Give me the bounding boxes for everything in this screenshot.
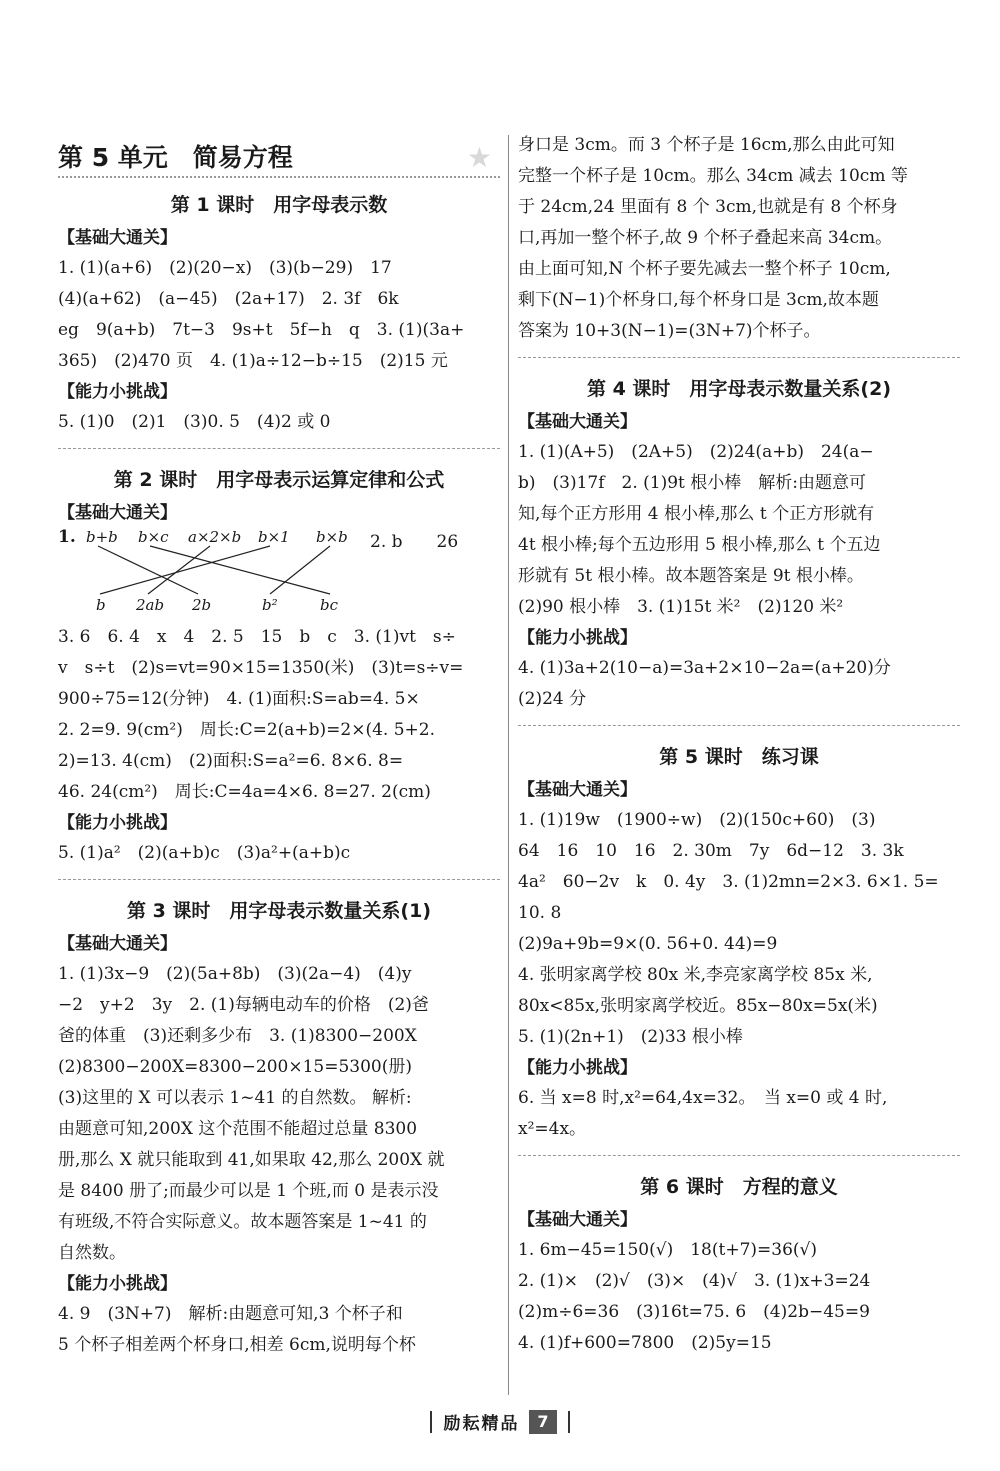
answer-line: 5. (1)a² (2)(a+b)c (3)a²+(a+b)c [58,843,351,863]
match-top-item: b×c [138,528,169,546]
answer-line: v s÷t (2)s=vt=90×15=1350(米) (3)t=s÷v= [58,658,464,678]
answer-line: 形就有 5t 根小棒。故本题答案是 9t 根小棒。 [518,566,864,586]
answer-line: 10. 8 [518,903,562,923]
answer-line: 由上面可知,N 个杯子要先减去一整个杯子 10cm, [518,259,891,279]
answer-line: 4a² 60−2v k 0. 4y 3. (1)2mn=2×3. 6×1. 5= [518,872,939,892]
footer-bar-left [430,1411,432,1433]
answer-line: 900÷75=12(分钟) 4. (1)面积:S=ab=4. 5× [58,689,420,709]
answer-line: 80x<85x,张明家离学校近。85x−80x=5x(米) [518,996,878,1016]
section-basic: 【基础大通关】 [58,503,177,523]
section-separator [518,1155,960,1156]
lesson-title: 第 4 课时 用字母表示数量关系(2) [586,378,892,400]
section-separator [518,725,960,726]
match-bottom-item: bc [320,596,339,614]
right-column [518,130,960,1359]
question-number: 1. [58,527,76,547]
answer-line: 3. 6 6. 4 x 4 2. 5 15 b c 3. (1)vt s÷ [58,627,456,647]
section-challenge: 【能力小挑战】 [58,813,177,833]
lesson-5 [518,742,960,1145]
section-separator [518,357,960,358]
match-bottom-item: 2ab [136,596,165,614]
answer-line: (2)90 根小棒 3. (1)15t 米² (2)120 米² [518,597,844,617]
answer-line: 1. (1)(a+6) (2)(20−x) (3)(b−29) 17 [58,258,392,278]
lesson-2 [58,465,500,869]
match-bottom-item: b [96,596,106,614]
section-basic: 【基础大通关】 [518,412,637,432]
section-challenge: 【能力小挑战】 [518,1058,637,1078]
answer-line: (4)(a+62) (a−45) (2a+17) 2. 3f 6k [58,289,399,309]
answer-line: b) (3)17f 2. (1)9t 根小棒 解析:由题意可 [518,473,867,493]
answer-line: 剩下(N−1)个杯身口,每个杯身口是 3cm,故本题 [518,290,879,310]
match-line [150,546,330,594]
answer-line: 2. 2=9. 9(cm²) 周长:C=2(a+b)=2×(4. 5+2. [58,720,436,740]
match-bottom-item: 2b [192,596,212,614]
footer-bar-right [568,1411,570,1433]
page-number: 7 [529,1410,556,1434]
answer-line: 于 24cm,24 里面有 8 个 3cm,也就是有 8 个杯身 [518,197,898,217]
answer-line: 爸的体重 (3)还剩多少布 3. (1)8300−200X [58,1026,417,1046]
match-top-item: b+b [86,528,118,546]
answer-line: 1. 6m−45=150(√) 18(t+7)=36(√) [518,1240,817,1260]
answer-line: 4. (1)3a+2(10−a)=3a+2×10−2a=(a+20)分 [518,658,891,678]
section-separator [58,448,500,449]
section-basic: 【基础大通关】 [58,934,177,954]
lesson-title: 第 3 课时 用字母表示数量关系(1) [126,900,432,922]
answer-line: 1. (1)3x−9 (2)(5a+8b) (3)(2a−4) (4)y [58,964,412,984]
answer-line: 完整一个杯子是 10cm。那么 34cm 减去 10cm 等 [518,166,908,186]
section-basic: 【基础大通关】 [58,228,177,248]
answer-line: 2. (1)× (2)√ (3)× (4)√ 3. (1)x+3=24 [518,1271,871,1291]
section-basic: 【基础大通关】 [518,780,637,800]
answer-line: 4. 9 (3N+7) 解析:由题意可知,3 个杯子和 [58,1304,403,1324]
lesson-title: 第 6 课时 方程的意义 [640,1176,838,1198]
lesson-title: 第 2 课时 用字母表示运算定律和公式 [113,469,445,491]
answer-line: 4t 根小棒;每个五边形用 5 根小棒,那么 t 个五边 [518,535,881,555]
answer-line: (2)9a+9b=9×(0. 56+0. 44)=9 [518,934,778,954]
section-challenge: 【能力小挑战】 [58,1274,177,1294]
star-icon: ★ [466,141,492,174]
answer-line: (2)m÷6=36 (3)16t=75. 6 (4)2b−45=9 [518,1302,870,1322]
answer-line: 5 个杯子相差两个杯身口,相差 6cm,说明每个杯 [58,1335,416,1355]
section-challenge: 【能力小挑战】 [518,628,637,648]
left-column [58,130,500,1361]
answer-line: 口,再加一整个杯子,故 9 个杯子叠起来高 34cm。 [518,228,893,248]
answer-line: 5. (1)(2n+1) (2)33 根小棒 [518,1027,743,1047]
section-separator [58,879,500,880]
answer-line: 是 8400 册了;而最少可以是 1 个班,而 0 是表示没 [58,1181,439,1201]
lesson-3-continuation [518,130,960,347]
lesson-3 [58,896,500,1361]
answer-line: 知,每个正方形用 4 根小棒,那么 t 个正方形就有 [518,504,875,524]
answer-line: 4. 张明家离学校 80x 米,李亮家离学校 85x 米, [518,965,873,985]
answer-line: 1. (1)(A+5) (2A+5) (2)24(a+b) 24(a− [518,442,874,462]
section-basic: 【基础大通关】 [518,1210,637,1230]
lesson-4 [518,374,960,715]
page-footer [0,1409,1000,1434]
answer-line: (2)8300−200X=8300−200×15=5300(册) [58,1057,412,1077]
answer-line: 身口是 3cm。而 3 个杯子是 16cm,那么由此可知 [518,135,895,155]
answer-line: 2)=13. 4(cm) (2)面积:S=a²=6. 8×6. 8= [58,751,404,771]
answer-line: 46. 24(cm²) 周长:C=4a=4×6. 8=27. 2(cm) [58,782,431,802]
answer-line: (2)24 分 [518,689,587,709]
answer-line: 1. (1)19w (1900÷w) (2)(150c+60) (3) [518,810,876,830]
lesson-1 [58,190,500,438]
match-line [270,546,330,594]
footer-brand: 励耘精品 [443,1414,520,1434]
match-line [100,546,270,594]
answer-line: x²=4x。 [518,1119,587,1139]
match-top-item: b×1 [258,528,290,546]
answer-line: eg 9(a+b) 7t−3 9s+t 5f−h q 3. (1)(3a+ [58,320,465,340]
match-top-item: b×b [316,528,348,546]
lesson-title: 第 5 课时 练习课 [659,746,819,768]
answer-line: 5. (1)0 (2)1 (3)0. 5 (4)2 或 0 [58,412,331,432]
answer-line: 由题意可知,200X 这个范围不能超过总量 8300 [58,1119,418,1139]
match-bottom-item: b² [262,596,278,614]
answer-line: 4. (1)f+600=7800 (2)5y=15 [518,1333,772,1353]
answer-line: 答案为 10+3(N−1)=(3N+7)个杯子。 [518,321,821,341]
unit-title: 第 5 单元 简易方程 ★ [58,140,500,178]
answer-line: −2 y+2 3y 2. (1)每辆电动车的价格 (2)爸 [58,995,429,1015]
answer-line: 自然数。 [58,1243,126,1263]
answer-line: 有班级,不符合实际意义。故本题答案是 1~41 的 [58,1212,427,1232]
column-divider [508,135,509,1395]
answer-line: 365) (2)470 页 4. (1)a÷12−b÷15 (2)15 元 [58,351,448,371]
question-2-answer: 2. b 26 [370,532,459,552]
match-top-item: a×2×b [188,528,242,546]
answer-line: 册,那么 X 就只能取到 41,如果取 42,那么 200X 就 [58,1150,445,1170]
answer-line: (3)这里的 X 可以表示 1~41 的自然数。 解析: [58,1088,412,1108]
answer-line: 64 16 10 16 2. 30m 7y 6d−12 3. 3k [518,841,904,861]
matching-diagram [58,527,500,620]
lesson-6 [518,1172,960,1359]
section-challenge: 【能力小挑战】 [58,382,177,402]
answer-line: 6. 当 x=8 时,x²=64,4x=32。 当 x=0 或 4 时, [518,1088,888,1108]
lesson-title: 第 1 课时 用字母表示数 [170,194,388,216]
